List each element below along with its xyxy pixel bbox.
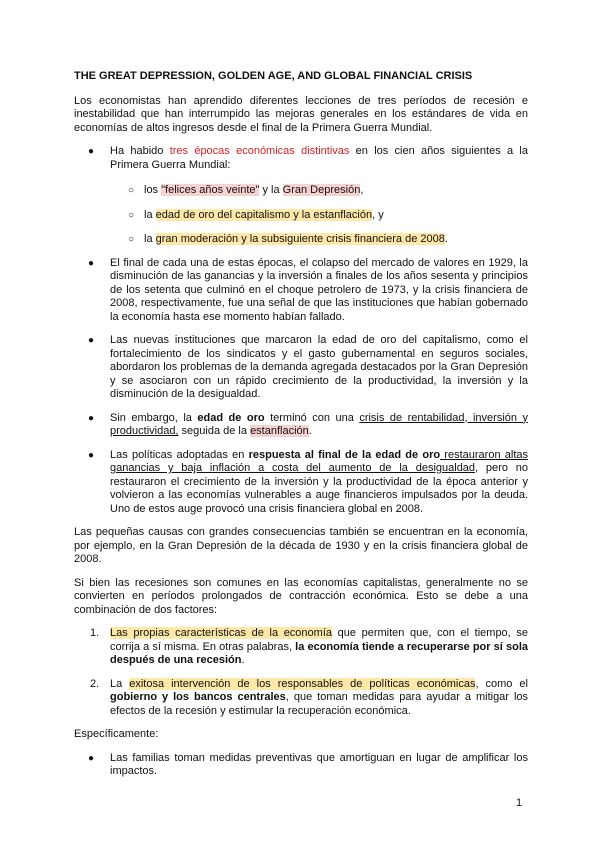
page-number: 1: [516, 797, 523, 809]
final-bullet-list: [74, 752, 528, 779]
sub-bullet-circle: ○: [128, 185, 135, 196]
sub-bullet-circle: ○: [128, 209, 135, 221]
sub-bullet-circle: ○: [128, 234, 135, 245]
numbered-item: 2. La exitosa intervención de los responsables de políticas económicas, como el gobierno y los bancos centrales, que toman medidas para ayudar a mitigar los efectos de la recesión y estimular la recuperación económica.: [90, 677, 529, 717]
bullet-dot: ●: [88, 335, 95, 346]
bold-text: la economía tiende a recuperarse por sí sola después de una recesión: [110, 640, 528, 666]
sub-bullet-item: ○ la gran moderación y la subsiguiente crisis financiera de 2008.: [128, 233, 448, 245]
highlight-pink: "felices años veinte": [161, 184, 260, 196]
bullet-three-eras: ● Ha habido tres épocas económicas distintivas en los cien años siguientes a la Primera Guerra Mundial: ○ los "felices años veinte" y la Gran Depresión, ○ la edad de oro del capitalismo y la estanflación, y ○ la gran moderación y la subsiguiente crisis financiera de 2008.: [74, 145, 528, 247]
bullet-families: ● Las familias toman medidas preventivas que amortiguan en lugar de amplificar los impactos.: [88, 751, 528, 777]
bold-text: edad de oro: [197, 411, 265, 424]
sub-bullet-item: ○ la edad de oro del capitalismo y la estanflación, y: [128, 208, 384, 221]
especificamente-label: Específicamente:: [74, 728, 159, 740]
bullet-dot: ●: [88, 412, 95, 424]
document-title: THE GREAT DEPRESSION, GOLDEN AGE, AND GLOBAL FINANCIAL CRISIS: [74, 70, 473, 82]
bullet-end-of-eras: ● El final de cada una de estas épocas, el colapso del mercado de valores en 1929, la disminución de las ganancias y la inversión a finales de los años sesenta y principios de los setenta que culminó en el choque petrolero de 1973, y la crisis financiera de 2008, respectivamente, fue una señal de que las instituciones que habían gobernado la economía hasta ese momento habían fallado.: [88, 256, 528, 323]
underlined-text: crisis de rentabilidad, inversión y productividad,: [110, 411, 528, 437]
bullet-dot: ●: [88, 449, 95, 461]
numbered-item: 1. Las propias características de la economía que permiten que, con el tiempo, se corrija a sí misma. En otras palabras, la economía tiende a recuperarse por sí sola después de una recesión.: [90, 627, 528, 666]
paragraph-small-causes: Las pequeñas causas con grandes consecuencias también se encuentran en la economía, por ejemplo, en la Gran Depresión de la década de 1930 y en la crisis financiera global de 2008.: [74, 526, 528, 565]
highlight-yellow: exitosa intervención de los responsables de políticas económicas: [129, 677, 476, 690]
highlight-yellow: gran moderación y la subsiguiente crisis financiera de 2008: [155, 233, 445, 245]
highlight-pink: estanflación: [250, 425, 309, 437]
sub-bullet-item: ○ los "felices años veinte" y la Gran Depresión,: [128, 184, 364, 196]
bullet-policies: ● Las políticas adoptadas en respuesta al final de la edad de oro restauraron altas ganancias y baja inflación a costa del aumento de la desigualdad, pero no restauraron el crecimiento de la inversión y la productividad de la época anterior y volvieron a las economías vulnerables a auge financieros impulsados por la deuda. Uno de estos auge provocó una crisis financiera global en 2008.: [88, 448, 529, 515]
bold-text: respuesta al final de la edad de oro: [248, 448, 441, 461]
bullet-golden-age-end: ● Sin embargo, la edad de oro terminó con una crisis de rentabilidad, inversión y productividad, seguida de la estanflación.: [88, 411, 528, 437]
paragraph-recessions: Si bien las recesiones son comunes en las economías capitalistas, generalmente no se convierten en períodos prolongados de contracción económica. Esto se debe a una combinación de dos factores:: [74, 576, 528, 616]
bullet-dot: ●: [88, 257, 95, 269]
highlight-yellow: edad de oro del capitalismo y la estanflación: [155, 208, 373, 221]
item-number: 2.: [90, 677, 100, 690]
numbered-list: [74, 627, 528, 718]
main-bullet-list: [74, 145, 528, 516]
intro-paragraph: Los economistas han aprendido diferentes lecciones de tres períodos de recesión e inestabilidad que han interrumpido las mejoras generales en los estándares de vida en economías de altos ingresos desde el final de la Primera Guerra Mundial.: [74, 94, 528, 134]
bullet-dot: ●: [88, 752, 95, 764]
highlight-yellow: Las propias características de la economía: [110, 627, 332, 639]
item-number: 1.: [90, 627, 100, 639]
bullet-new-institutions: ● Las nuevas instituciones que marcaron la edad de oro del capitalismo, como el fortalecimiento de los sindicatos y el gasto gubernamental en seguros sociales, abordaron los problemas de la demanda agregada destacados por la Gran Depresión y se asociaron con un rápido crecimiento de la productividad, la inversión y la disminución de la desigualdad.: [88, 334, 528, 400]
sub-bullet-list: [110, 184, 528, 247]
underlined-text: restauraron altas ganancias y baja inflación a costa del aumento de la desigualdad: [110, 448, 529, 474]
document-page: [74, 70, 528, 789]
bullet-dot: ●: [88, 146, 95, 157]
highlight-pink: Gran Depresión: [282, 184, 361, 196]
highlight-red-text: tres épocas económicas distintivas: [169, 145, 350, 157]
bold-text: gobierno y los bancos centrales: [110, 691, 286, 703]
